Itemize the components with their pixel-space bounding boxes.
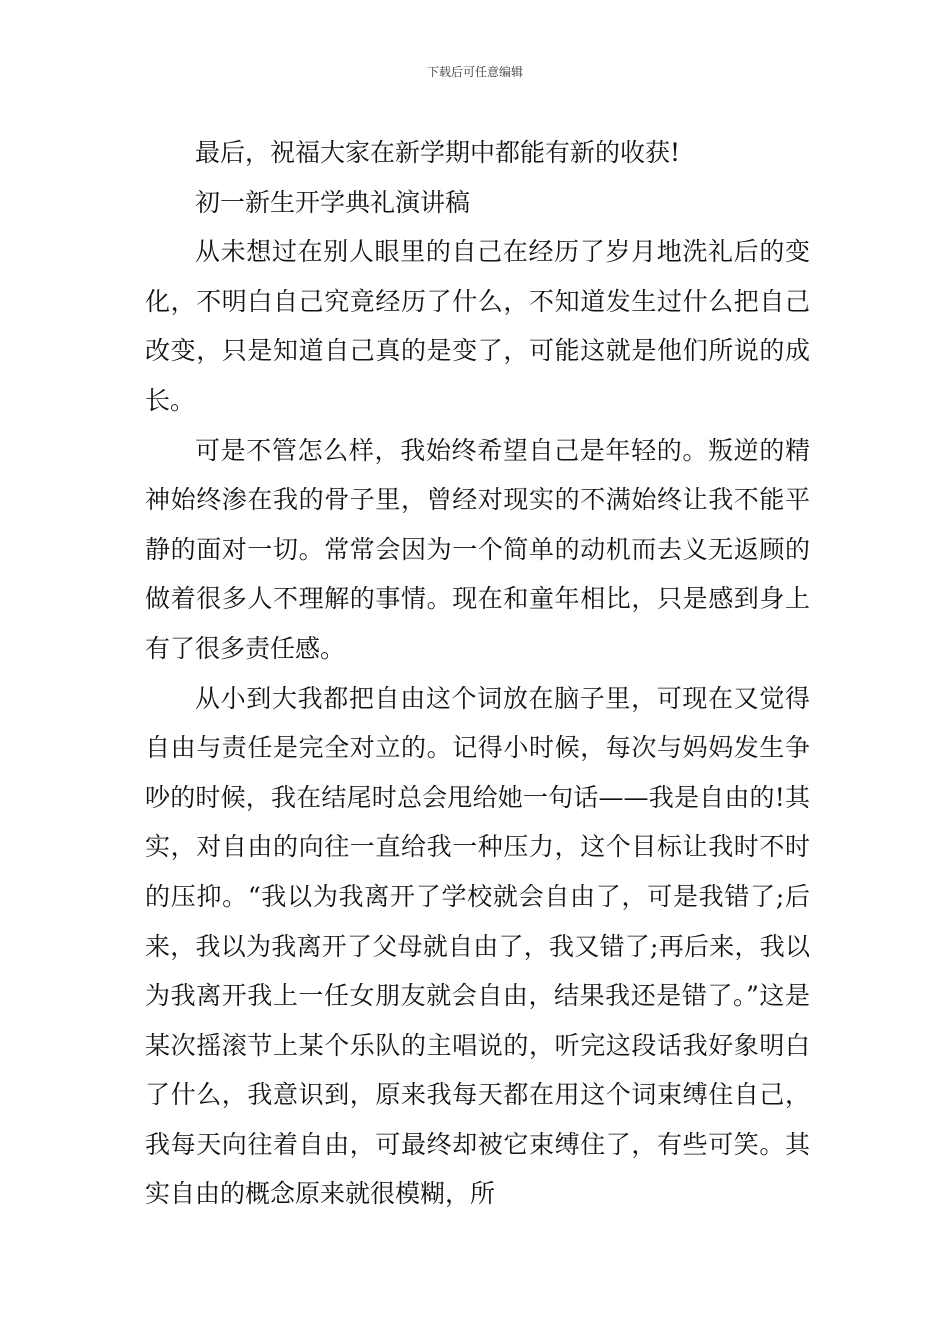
paragraph: 从未想过在别人眼里的自己在经历了岁月地洗礼后的变化，不明白自己究竟经历了什么，不知道发生过什么把自己改变，只是知道自己真的是变了，可能这就是他们所说的成长。 bbox=[145, 237, 810, 415]
section-title: 初一新生开学典礼演讲稿 bbox=[195, 187, 471, 217]
document-body bbox=[145, 128, 810, 1219]
page-header: 下载后可任意编辑 bbox=[426, 65, 523, 79]
paragraph-closing-wish: 最后，祝福大家在新学期中都能有新的收获! bbox=[195, 138, 681, 167]
paragraph: 从小到大我都把自由这个词放在脑子里，可现在又觉得自由与责任是完全对立的。记得小时候，每次与妈妈发生争吵的时候，我在结尾时总会甩给她一句话——我是自由的!其实，对自由的向往一直给我一种压力，这个目标让我时不时的压抑。“我以为我离开了学校就会自由了，可是我错了;后来，我以为我离开了父母就自由了，我又错了;再后来，我以为我离开我上一任女朋友就会自由，结果我还是错了。”这是某次摇滚节上某个乐队的主唱说的，听完这段话我好象明白了什么，我意识到，原来我每天都在用这个词束缚住自己，我每天向往着自由，可最终却被它束缚住了，有些可笑。其实自由的概念原来就很模糊，所 bbox=[145, 683, 810, 1209]
paragraph: 可是不管怎么样，我始终希望自己是年轻的。叛逆的精神始终渗在我的骨子里，曾经对现实的不满始终让我不能平静的面对一切。常常会因为一个简单的动机而去义无返顾的做着很多人不理解的事情。现在和童年相比，只是感到身上有了很多责任感。 bbox=[145, 435, 810, 663]
